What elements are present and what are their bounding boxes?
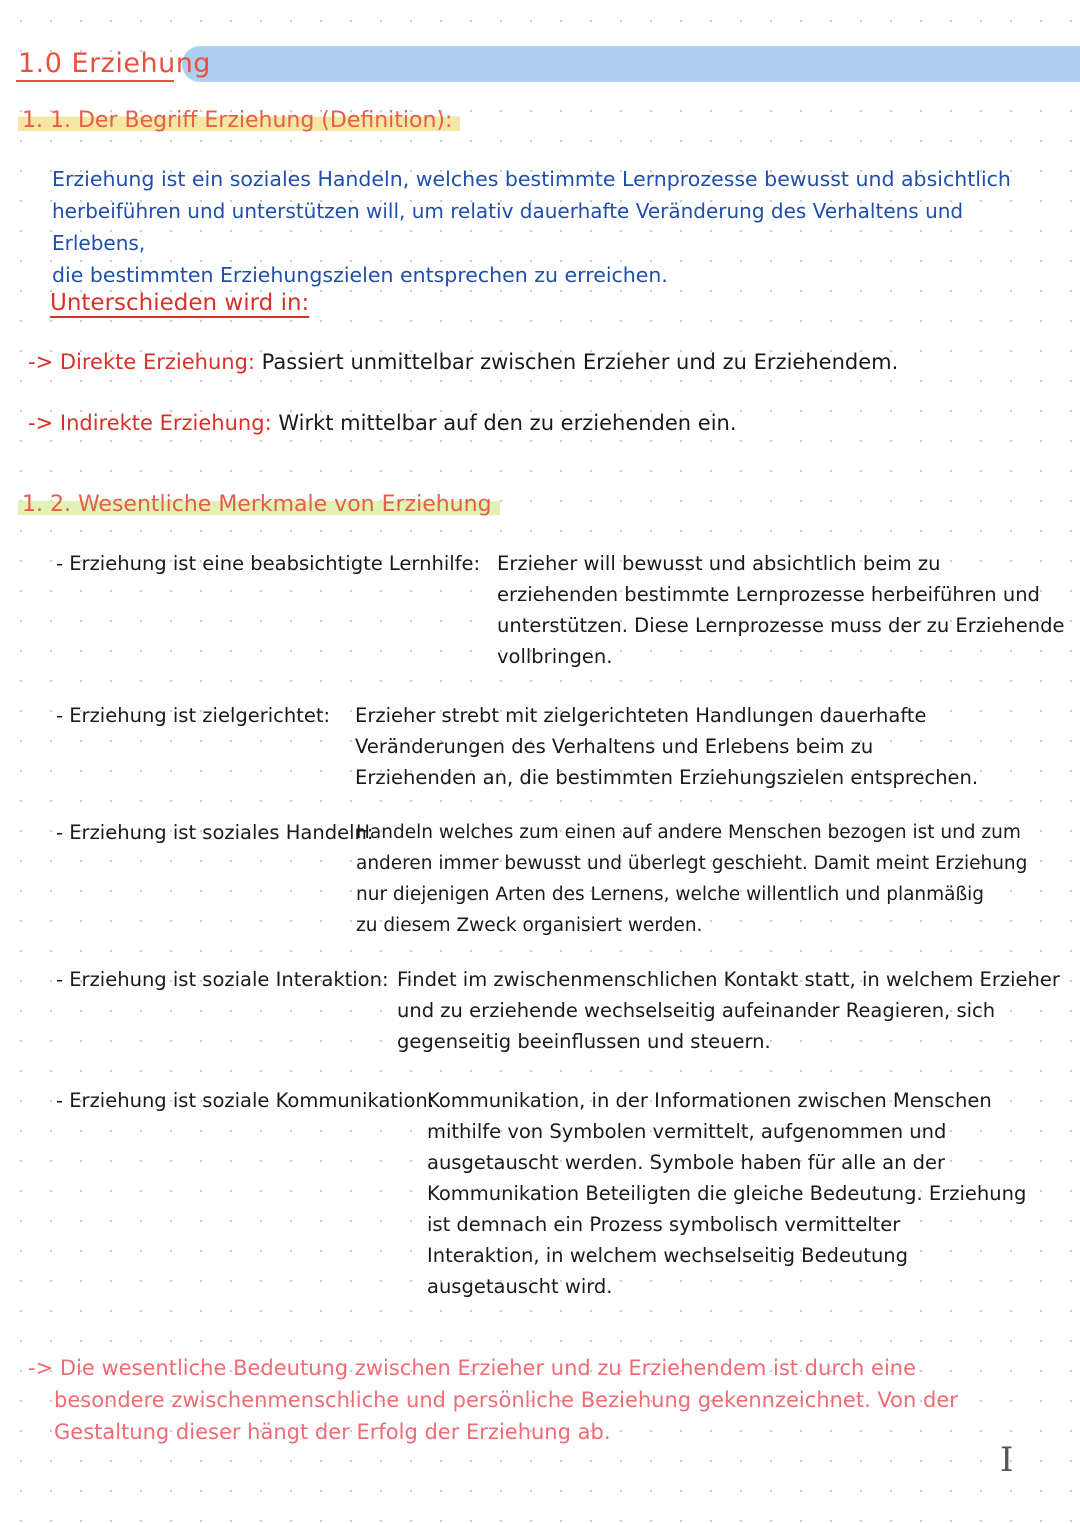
definition-text [52, 163, 1057, 291]
feature-line: ist demnach ein Prozess symbolisch vermittelter [427, 1213, 901, 1236]
feature-line: und zu erziehende wechselseitig aufeinander Reagieren, sich [397, 999, 996, 1022]
feature-line: Kommunikation Beteiligten die gleiche Bedeutung. Erziehung [427, 1182, 1027, 1205]
section-1-heading: 1. 1. Der Begriff Erziehung (Definition): [18, 108, 460, 133]
distinction-heading: Unterschieden wird in: [50, 290, 310, 316]
feature-line: gegenseitig beeinflussen und steuern. [397, 1030, 771, 1053]
type-description: Wirkt mittelbar auf den zu erziehenden ein. [278, 411, 737, 435]
section-2-heading-wrap [18, 492, 500, 517]
definition-line: herbeiführen und unterstützen will, um relativ dauerhafte Veränderung des Verhaltens und Erlebens, [52, 199, 964, 255]
definition-line: die bestimmten Erziehungszielen entsprechen zu erreichen. [52, 263, 668, 287]
feature-line: nur diejenigen Arten des Lernens, welche willentlich und planmäßig [356, 884, 985, 905]
feature-label: - Erziehung ist soziales Handeln: [56, 821, 374, 844]
feature-line: Interaktion, in welchem wechselseitig Bedeutung [427, 1244, 909, 1267]
feature-description [497, 548, 1067, 672]
page-title: 1.0 Erziehung [18, 48, 211, 79]
feature-line: erziehenden bestimmte Lernprozesse herbeiführen und [497, 583, 1040, 606]
feature-line: Erzieher will bewusst und absichtlich beim zu [497, 552, 941, 575]
feature-label: - Erziehung ist soziale Kommunikation: [56, 1089, 435, 1112]
type-description: Passiert unmittelbar zwischen Erzieher und zu Erziehendem. [261, 350, 899, 374]
feature-description [397, 964, 1067, 1057]
feature-description [427, 1085, 1057, 1302]
title-underline [16, 80, 174, 82]
type-term: Direkte Erziehung: [59, 350, 255, 374]
feature-line: Veränderungen des Verhaltens und Erlebens beim zu [355, 735, 874, 758]
feature-description [356, 817, 1071, 941]
conclusion-line: besondere zwischenmenschliche und persönliche Beziehung gekennzeichnet. Von der [54, 1388, 958, 1412]
feature-line: ausgetauscht werden. Symbole haben für alle an der [427, 1151, 946, 1174]
feature-label: - Erziehung ist soziale Interaktion: [56, 968, 389, 991]
arrow-icon: -> [28, 411, 54, 435]
feature-line: vollbringen. [497, 645, 613, 668]
section-2-heading: 1. 2. Wesentliche Merkmale von Erziehung [18, 492, 500, 517]
feature-line: Kommunikation, in der Informationen zwischen Menschen [427, 1089, 992, 1112]
definition-line: Erziehung ist ein soziales Handeln, welches bestimmte Lernprozesse bewusst und absichtlich [52, 167, 1011, 191]
conclusion-text [28, 1352, 988, 1448]
feature-line: ausgetauscht wird. [427, 1275, 613, 1298]
section-1-heading-wrap [18, 108, 460, 133]
arrow-icon: -> [28, 350, 54, 374]
feature-label: - Erziehung ist zielgerichtet: [56, 704, 331, 727]
conclusion-line: -> Die wesentliche Bedeutung zwischen Erzieher und zu Erziehendem ist durch eine [28, 1356, 917, 1380]
type-term: Indirekte Erziehung: [59, 411, 272, 435]
feature-label: - Erziehung ist eine beabsichtigte Lernhilfe: [56, 552, 481, 575]
type-direct [28, 350, 898, 374]
feature-description [355, 700, 1035, 793]
title-highlight-bar [182, 46, 1080, 82]
type-indirect [28, 411, 737, 435]
feature-line: Handeln welches zum einen auf andere Menschen bezogen ist und zum [356, 822, 1021, 843]
feature-line: Erziehenden an, die bestimmten Erziehungszielen entsprechen. [355, 766, 979, 789]
feature-line: unterstützen. Diese Lernprozesse muss der zu Erziehende [497, 614, 1065, 637]
feature-line: Findet im zwischenmenschlichen Kontakt statt, in welchem Erzieher [397, 968, 1060, 991]
feature-line: anderen immer bewusst und überlegt geschieht. Damit meint Erziehung [356, 853, 1028, 874]
conclusion-line: Gestaltung dieser hängt der Erfolg der Erziehung ab. [54, 1420, 611, 1444]
feature-line: zu diesem Zweck organisiert werden. [356, 915, 703, 936]
feature-line: Erzieher strebt mit zielgerichteten Handlungen dauerhafte [355, 704, 927, 727]
feature-line: mithilfe von Symbolen vermittelt, aufgenommen und [427, 1120, 947, 1143]
text-cursor-icon: I [1000, 1440, 1014, 1480]
